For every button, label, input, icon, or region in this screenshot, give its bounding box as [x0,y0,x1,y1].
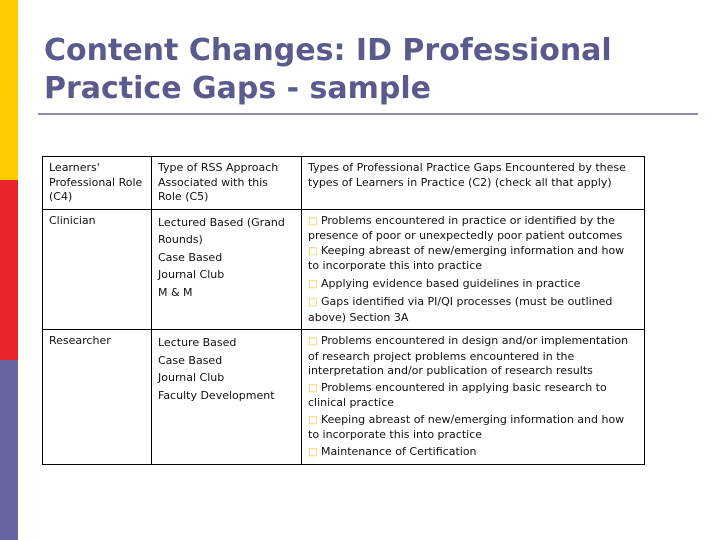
checkbox-bullet-icon: □ [308,215,318,227]
role-cell: Researcher [43,330,152,465]
approach-item: Lecture Based [158,336,237,349]
table-row [43,330,645,465]
checkbox-bullet-icon: □ [308,446,318,458]
header-cell-gaps: Types of Professional Practice Gaps Encountered by these types of Learners in Practice (C2) (check all that apply) [302,157,645,210]
checkbox-bullet-icon: □ [308,336,318,347]
accent-bar-blue [0,360,18,540]
gap-text: Maintenance of Certification [320,444,477,458]
gap-text: Problems encountered in practice or identified by the presence of poor or unexpectedly poor patient outcomes [308,213,623,242]
checkbox-bullet-icon: □ [308,382,318,394]
gap-item [308,277,638,293]
approach-item: Journal Club [158,268,225,281]
checkbox-bullet-icon: □ [308,297,318,308]
table-row [43,209,645,330]
gap-item [308,214,638,244]
gap-item [308,295,638,325]
table-header-row [43,157,645,210]
practice-gaps-table [42,156,645,465]
gap-text: Gaps identified via PI/QI processes (must be outlined above) Section 3A [308,295,613,324]
gap-item [308,381,638,411]
gap-text: Keeping abreast of new/emerging information and how to incorporate this into practice [308,243,625,272]
checkbox-bullet-icon: □ [308,278,318,290]
accent-bar-red [0,180,18,360]
approach-cell [152,330,302,465]
checkbox-bullet-icon: □ [308,245,318,257]
gaps-cell [302,209,645,330]
approach-cell [152,209,302,330]
approach-item: M & M [158,285,193,299]
gap-text: Keeping abreast of new/emerging information and how to incorporate this into practice [308,412,625,441]
role-cell: Clinician [43,209,152,330]
approach-item: Journal Club [158,371,225,384]
header-cell-role: Learners' Professional Role (C4) [43,157,152,210]
slide-title-line-2: Practice Gaps - sample [44,71,432,106]
approach-item: Lectured Based (Grand Rounds) [158,215,285,246]
gap-item [308,445,638,461]
gap-text: Problems encountered in applying basic research to clinical practice [308,380,607,409]
approach-item: Case Based [158,250,223,264]
gap-text: Applying evidence based guidelines in practice [320,276,581,290]
gap-text: Problems encountered in design and/or implementation of research project problems encountered in the interpretation and/or publication of research results [308,334,629,377]
header-cell-approach: Type of RSS Approach Associated with this Role (C5) [152,157,302,210]
checkbox-bullet-icon: □ [308,414,318,426]
approach-item: Case Based [158,353,223,367]
title-divider [38,113,698,115]
slide-title [44,32,684,108]
gap-item [308,334,638,379]
slide-title-line-1: Content Changes: ID Professional [44,33,612,68]
gaps-cell [302,330,645,465]
accent-bar-yellow [0,0,18,180]
approach-item: Faculty Development [158,388,275,402]
gap-item [308,413,638,443]
gap-item [308,244,638,274]
